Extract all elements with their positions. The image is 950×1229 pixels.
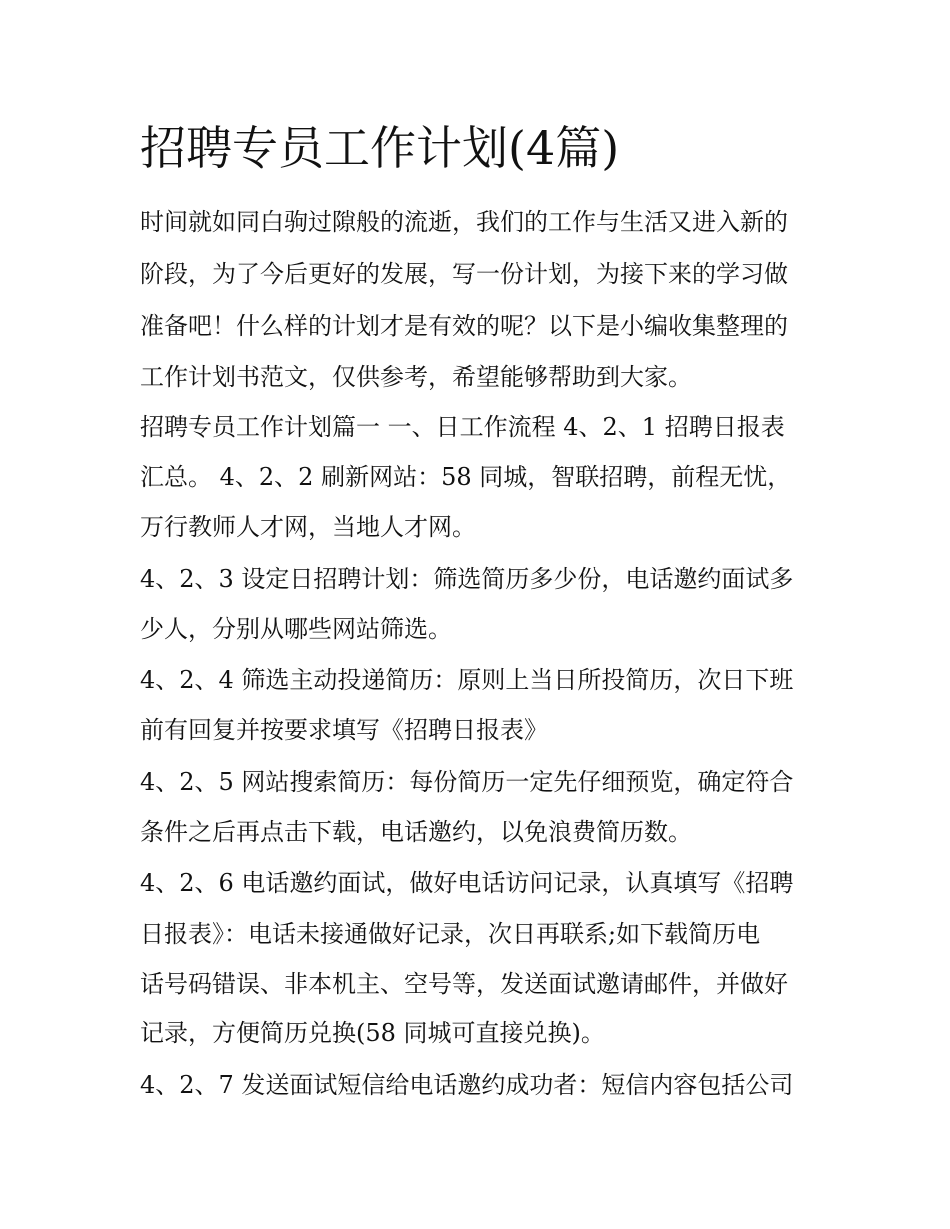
- body-line: 阶段，为了今后更好的发展，写一份计划，为接下来的学习做: [140, 260, 788, 288]
- body-line: 记录，方便简历兑换(58 同城可直接兑换)。: [140, 1019, 605, 1047]
- body-line: 4、2、4 筛选主动投递简历：原则上当日所投简历，次日下班: [140, 666, 794, 694]
- body-line: 招聘专员工作计划篇一 一、日工作流程 4、2、1 招聘日报表: [140, 413, 785, 441]
- body-line: 4、2、3 设定日招聘计划：筛选简历多少份，电话邀约面试多: [140, 565, 794, 593]
- body-line: 时间就如同白驹过隙般的流逝，我们的工作与生活又进入新的: [140, 208, 788, 236]
- body-line: 准备吧！什么样的计划才是有效的呢？以下是小编收集整理的: [140, 312, 788, 340]
- body-line: 工作计划书范文，仅供参考，希望能够帮助到大家。: [140, 363, 692, 391]
- body-line: 条件之后再点击下载，电话邀约，以免浪费简历数。: [140, 818, 692, 846]
- body-line: 少人，分别从哪些网站筛选。: [140, 615, 452, 643]
- body-line: 汇总。 4、2、2 刷新网站：58 同城，智联招聘，前程无忧，: [140, 463, 792, 491]
- body-line: 4、2、5 网站搜索简历：每份简历一定先仔细预览，确定符合: [140, 768, 794, 796]
- body-line: 4、2、7 发送面试短信给电话邀约成功者：短信内容包括公司: [140, 1071, 794, 1099]
- body-line: 前有回复并按要求填写《招聘日报表》: [140, 716, 548, 744]
- document-title: 招聘专员工作计划(4篇): [140, 121, 620, 175]
- body-line: 4、2、6 电话邀约面试，做好电话访问记录，认真填写《招聘: [140, 869, 794, 897]
- body-line: 日报表》：电话未接通做好记录，次日再联系;如下载简历电: [140, 920, 761, 948]
- body-line: 万行教师人才网，当地人才网。: [140, 513, 476, 541]
- body-line: 话号码错误、非本机主、空号等，发送面试邀请邮件，并做好: [140, 970, 788, 998]
